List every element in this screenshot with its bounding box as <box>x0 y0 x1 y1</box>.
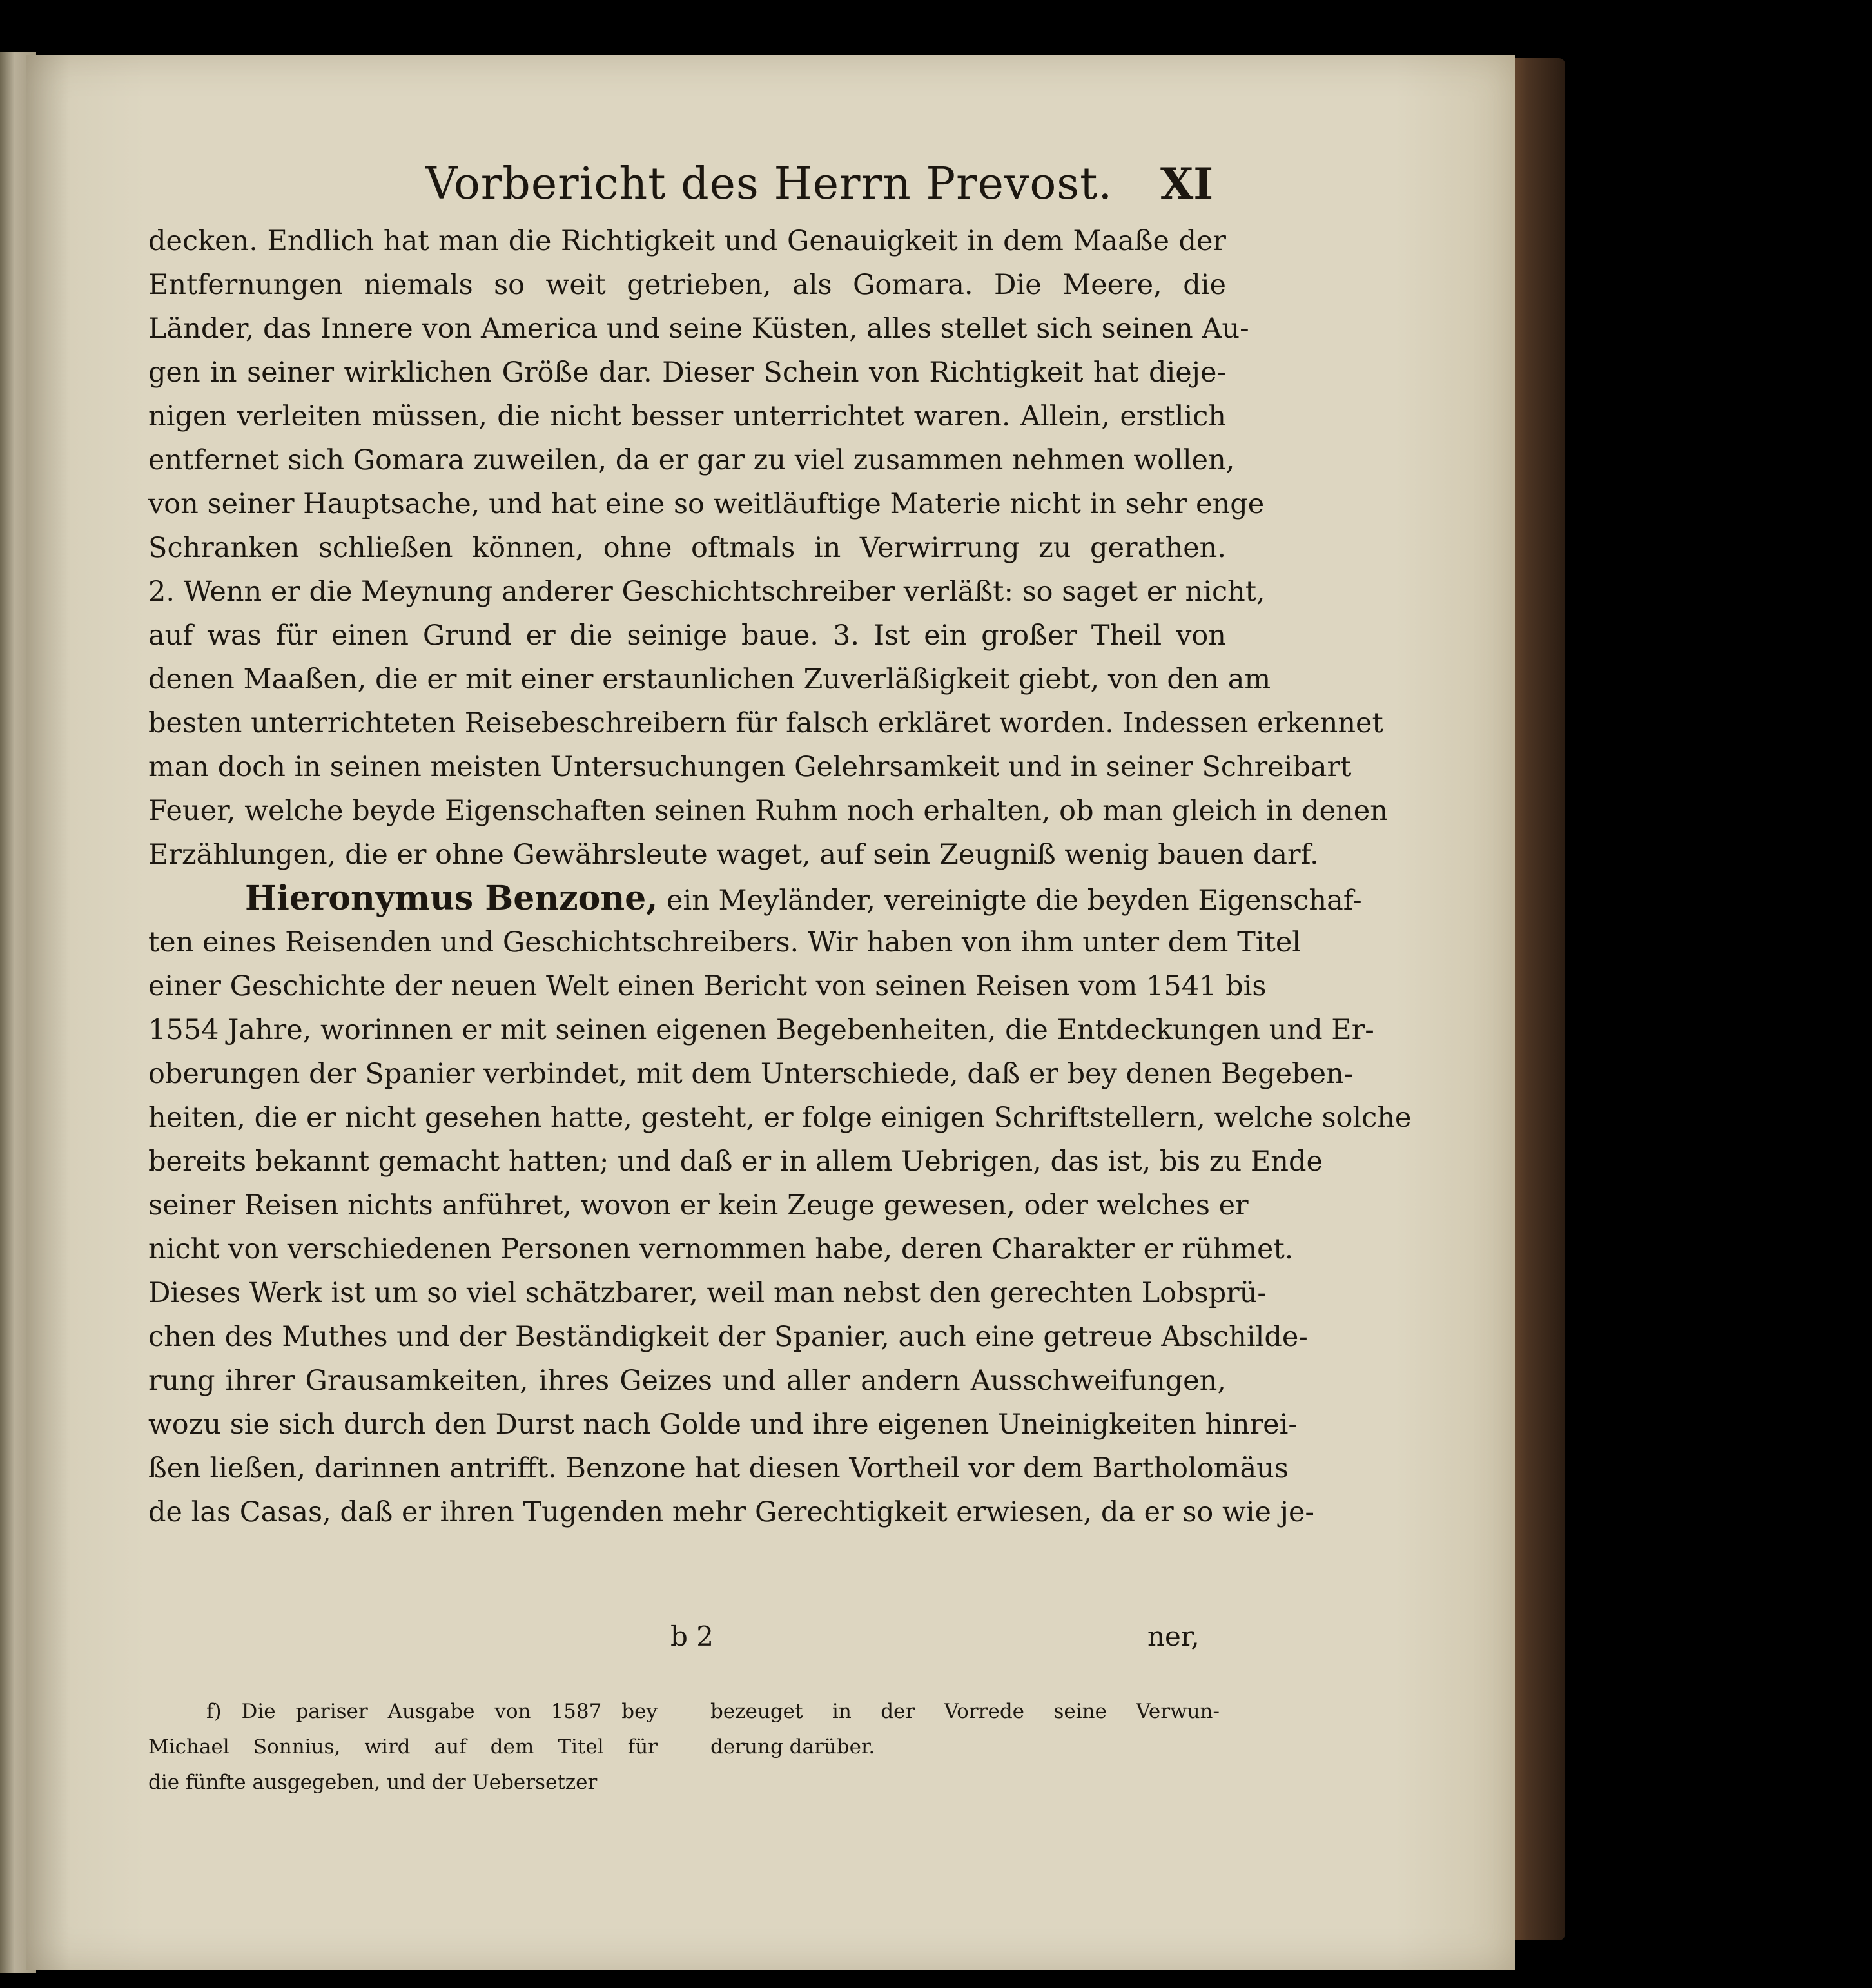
text-line: Feuer, welche beyde Eigenschaften seinen Ruhm noch erhalten, ob man gleich in denen <box>148 795 1388 827</box>
text-line: besten unterrichteten Reisebeschreibern für falsch erkläret worden. Indessen erkennet <box>148 707 1383 739</box>
text-line: nicht von verschiedenen Personen vernommen habe, deren Charakter er rühmet. <box>148 1233 1294 1265</box>
footnote-line: bezeuget in der Vorrede seine Verwun- <box>710 1700 1220 1723</box>
paragraph-first-line <box>148 877 1362 921</box>
text-fragment: ein Meyländer, vereinigte die beyden Eigenschaf- <box>667 884 1362 917</box>
text-line: Schranken schließen können, ohne oftmals in Verwirrung zu gerathen. <box>148 532 1226 564</box>
footnote-line: Michael Sonnius, wird auf dem Titel für <box>148 1735 658 1759</box>
text-line: rung ihrer Grausamkeiten, ihres Geizes und aller andern Ausschweifungen, <box>148 1365 1226 1397</box>
catchword: ner, <box>1147 1621 1200 1652</box>
text-line: bereits bekannt gemacht hatten; und daß er in allem Uebrigen, das ist, bis zu Ende <box>148 1145 1323 1178</box>
footnote-line: derung darüber. <box>710 1735 875 1759</box>
footnote-line: f) Die pariser Ausgabe von 1587 bey <box>206 1700 658 1723</box>
text-line: chen des Muthes und der Beständigkeit der Spanier, auch eine getreue Abschilde- <box>148 1321 1308 1353</box>
footnote-column-right <box>710 1694 1220 1765</box>
text-line: einer Geschichte der neuen Welt einen Bericht von seinen Reisen vom 1541 bis <box>148 970 1267 1002</box>
text-line: Länder, das Innere von America und seine Küsten, alles stellet sich seinen Au- <box>148 313 1249 345</box>
text-line: entfernet sich Gomara zuweilen, da er gar zu viel zusammen nehmen wollen, <box>148 444 1235 476</box>
text-line: Entfernungen niemals so weit getrieben, als Gomara. Die Meere, die <box>148 269 1226 301</box>
book-page <box>26 55 1515 1970</box>
text-line: heiten, die er nicht gesehen hatte, gesteht, er folge einigen Schriftstellern, welche solche <box>148 1102 1412 1134</box>
person-name: Hieronymus Benzone, <box>245 879 658 918</box>
running-head: Vorbericht des Herrn Prevost. <box>425 159 1113 210</box>
text-line: Dieses Werk ist um so viel schätzbarer, weil man nebst den gerechten Lobsprü- <box>148 1277 1267 1309</box>
text-line: ten eines Reisenden und Geschichtschreibers. Wir haben von ihm unter dem Titel <box>148 926 1302 959</box>
page-number: XI <box>1160 159 1214 209</box>
text-line: seiner Reisen nichts anführet, wovon er kein Zeuge gewesen, oder welches er <box>148 1189 1249 1222</box>
text-line: von seiner Hauptsache, und hat eine so weitläuftige Materie nicht in sehr enge <box>148 488 1265 520</box>
footnote-column-left <box>148 1694 658 1800</box>
text-line: gen in seiner wirklichen Größe dar. Dieser Schein von Richtigkeit hat dieje- <box>148 356 1226 389</box>
text-line: decken. Endlich hat man die Richtigkeit und Genauigkeit in dem Maaße der <box>148 225 1226 257</box>
signature-mark: b 2 <box>670 1621 714 1652</box>
text-line: ßen ließen, darinnen antrifft. Benzone hat diesen Vortheil vor dem Bartholomäus <box>148 1452 1289 1485</box>
text-line: de las Casas, daß er ihren Tugenden mehr Gerechtigkeit erwiesen, da er so wie je- <box>148 1496 1314 1528</box>
text-line: wozu sie sich durch den Durst nach Golde und ihre eigenen Uneinigkeiten hinrei- <box>148 1408 1298 1441</box>
text-line: auf was für einen Grund er die seinige baue. 3. Ist ein großer Theil von <box>148 619 1226 652</box>
footnote-line: die fünfte ausgegeben, und der Uebersetzer <box>148 1771 598 1794</box>
text-line: man doch in seinen meisten Untersuchungen Gelehrsamkeit und in seiner Schreibart <box>148 751 1352 783</box>
text-line: nigen verleiten müssen, die nicht besser unterrichtet waren. Allein, erstlich <box>148 400 1226 433</box>
body-text <box>148 219 1412 1534</box>
text-line: 1554 Jahre, worinnen er mit seinen eigenen Begebenheiten, die Entdeckungen und Er- <box>148 1014 1374 1046</box>
text-line: oberungen der Spanier verbindet, mit dem Unterschiede, daß er bey denen Begeben- <box>148 1058 1354 1090</box>
book-cover-edge <box>1508 58 1565 1940</box>
text-line: 2. Wenn er die Meynung anderer Geschichtschreiber verläßt: so saget er nicht, <box>148 576 1265 608</box>
text-line: denen Maaßen, die er mit einer erstaunlichen Zuverläßigkeit giebt, von den am <box>148 663 1271 696</box>
text-line: Erzählungen, die er ohne Gewährsleute waget, auf sein Zeugniß wenig bauen darf. <box>148 839 1319 871</box>
